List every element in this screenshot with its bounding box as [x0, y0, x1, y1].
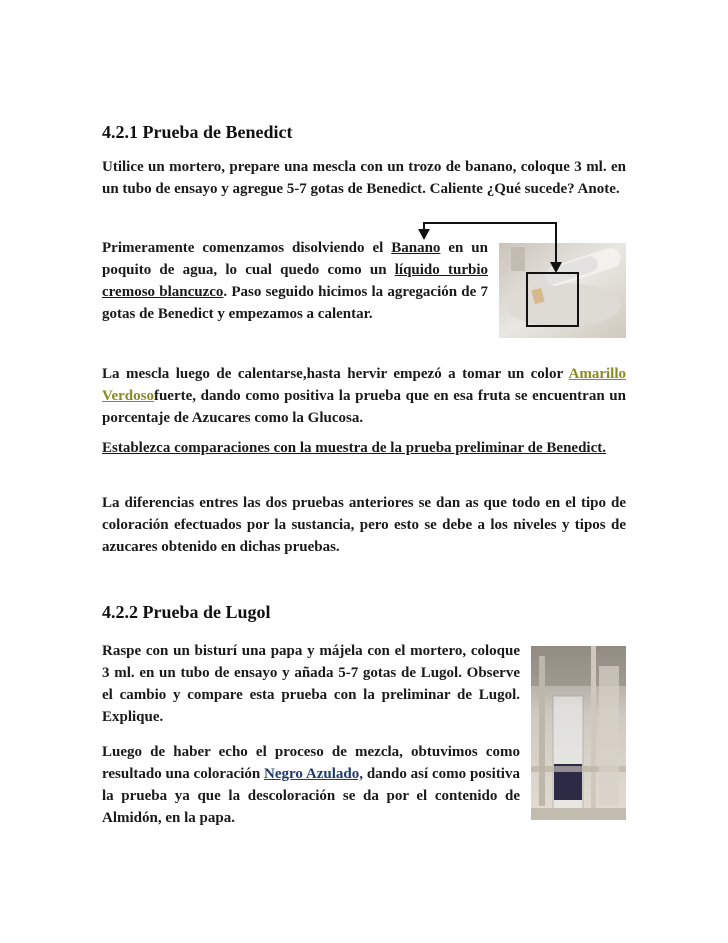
section-heading-benedict: 4.2.1 Prueba de Benedict: [102, 122, 293, 142]
benedict-compare-prompt: Establezca comparaciones con la muestra de la prueba preliminar de Benedict.: [102, 440, 606, 456]
result-text-2: fuerte, dando como positiva la prueba que en esa fruta se encuentran un porcentaje de Azucares como la Glucosa.: [102, 388, 626, 426]
lugol-result: [102, 741, 520, 829]
result-text-1: La mescla luego de calentarse,hasta hervir empezó a tomar un color: [102, 366, 569, 382]
liquido-highlight: líquido turbio cremoso blancuzco: [102, 262, 488, 300]
benedict-result: [102, 363, 626, 429]
amarillo-verdoso-highlight: Amarillo Verdoso: [102, 366, 626, 404]
obs-text-2: en un poquito de agua, lo cual quedo como un: [102, 240, 488, 278]
benedict-instruction: Utilice un mortero, prepare una mescla con un trozo de banano, coloque 3 ml. en un tubo de ensayo y agregue 5-7 gotas de Benedict. Caliente ¿Qué sucede? Anote.: [102, 159, 626, 197]
lugol-photo: [531, 646, 626, 820]
banano-highlight: Banano: [391, 240, 441, 256]
lugol-instruction: Raspe con un bisturí una papa y májela con el mortero, coloque 3 ml. en un tubo de ensayo y añada 5-7 gotas de Lugol. Observe el cambio y compare esta prueba con la preliminar de Lugol. Explique.: [102, 643, 520, 725]
section-heading-lugol: 4.2.2 Prueba de Lugol: [102, 602, 271, 622]
obs-text-1: Primeramente comenzamos disolviendo el: [102, 240, 392, 256]
lugol-text-1: Luego de haber echo el proceso de mezcla, obtuvimos como resultado una coloración: [102, 744, 520, 782]
lugol-text-2: dando así como positiva la prueba ya que la descoloración se da por el contenido de Almidón, en la papa.: [102, 766, 520, 826]
obs-text-3: . Paso seguido hicimos la agregación de 7 gotas de Benedict y empezamos a calentar.: [102, 284, 489, 322]
benedict-compare-answer: La diferencias entres las dos pruebas anteriores se dan as que todo en el tipo de coloración efectuados por la sustancia, pero esto se debe a los niveles y tipos de azucares obtenido en dichas pruebas.: [102, 495, 626, 555]
negro-azulado-highlight: Negro Azulado,: [264, 766, 363, 782]
